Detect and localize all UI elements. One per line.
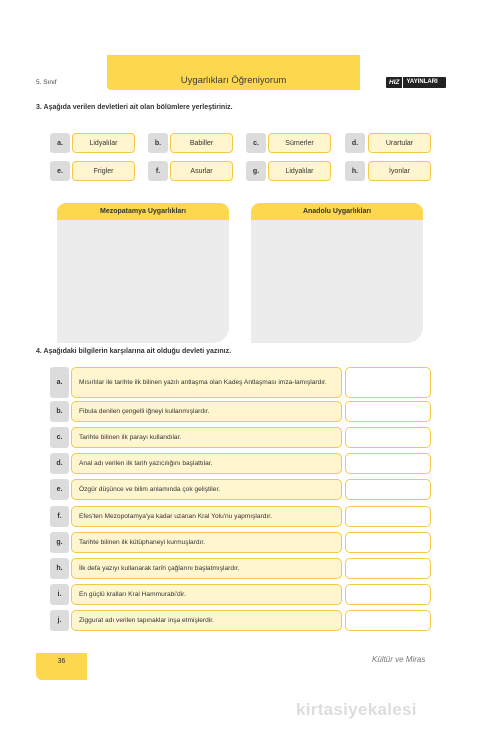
- page-title: Uygarlıkları Öğreniyorum: [180, 75, 287, 86]
- row-letter-i: i.: [50, 584, 69, 605]
- row-letter-c: c.: [50, 427, 69, 448]
- row-statement-c: Tarihte bilinen ilk parayı kullandılar.: [71, 427, 342, 448]
- row-letter-a: a.: [50, 367, 69, 398]
- section-name: Kültür ve Miras: [372, 655, 426, 664]
- option-box-f[interactable]: Asurlar: [170, 161, 233, 181]
- option-letter-g: g.: [246, 161, 266, 181]
- option-box-d[interactable]: Urartular: [368, 133, 431, 153]
- row-statement-i: En güçlü kralları Kral Hammurabi'dir.: [71, 584, 342, 605]
- row-answer-a[interactable]: [345, 367, 431, 398]
- anadolu-panel: [251, 203, 423, 343]
- row-answer-e[interactable]: [345, 479, 431, 500]
- row-letter-e: e.: [50, 479, 69, 500]
- row-letter-h: h.: [50, 558, 69, 579]
- option-letter-a: a.: [50, 133, 70, 153]
- row-answer-b[interactable]: [345, 401, 431, 422]
- option-letter-f: f.: [148, 161, 168, 181]
- question-4-heading: 4. Aşağıdaki bilgilerin karşılarına ait olduğu devleti yazınız.: [36, 348, 232, 355]
- anadolu-drop-area[interactable]: [251, 220, 423, 343]
- option-box-g[interactable]: Lidyalılar: [268, 161, 331, 181]
- row-answer-i[interactable]: [345, 584, 431, 605]
- question-3-heading: 3. Aşağıda verilen devletleri ait olan bölümlere yerleştiriniz.: [36, 104, 233, 111]
- mezopotamya-panel: [57, 203, 229, 343]
- row-answer-h[interactable]: [345, 558, 431, 579]
- watermark: kirtasiyekalesi: [296, 700, 417, 719]
- mezopotamya-panel-title: Mezopatamya Uygarlıkları: [57, 203, 229, 220]
- row-answer-c[interactable]: [345, 427, 431, 448]
- publisher-logo: [386, 77, 446, 88]
- grade-label: 5. Sınıf: [36, 79, 57, 86]
- option-letter-h: h.: [345, 161, 365, 181]
- row-statement-e: Özgür düşünce ve bilim anlamında çok geliştiler.: [71, 479, 342, 500]
- row-letter-j: j.: [50, 610, 69, 631]
- option-letter-d: d.: [345, 133, 365, 153]
- row-statement-f: Efes'ten Mezopotamya'ya kadar uzanan Kral Yolu'nu yapmışlardır.: [71, 506, 342, 527]
- option-box-h[interactable]: İyonlar: [368, 161, 431, 181]
- row-statement-h: İlk defa yazıyı kullanarak tarih çağlarını başlatmışlardır.: [71, 558, 342, 579]
- row-letter-g: g.: [50, 532, 69, 553]
- row-answer-g[interactable]: [345, 532, 431, 553]
- row-statement-d: Anal adı verilen ilk tarih yazıcılığını başlattılar.: [71, 453, 342, 474]
- row-letter-f: f.: [50, 506, 69, 527]
- row-letter-d: d.: [50, 453, 69, 474]
- row-answer-j[interactable]: [345, 610, 431, 631]
- row-letter-b: b.: [50, 401, 69, 422]
- row-statement-b: Fibula denilen çengelli iğneyi kullanmışlardır.: [71, 401, 342, 422]
- option-box-c[interactable]: Sümerler: [268, 133, 331, 153]
- row-answer-f[interactable]: [345, 506, 431, 527]
- option-box-e[interactable]: Frigler: [72, 161, 135, 181]
- page-number: 36: [36, 653, 87, 680]
- option-letter-b: b.: [148, 133, 168, 153]
- anadolu-panel-title: Anadolu Uygarlıkları: [251, 203, 423, 220]
- option-letter-c: c.: [246, 133, 266, 153]
- row-answer-d[interactable]: [345, 453, 431, 474]
- title-banner: [107, 55, 360, 90]
- logo-publisher: YAYINLARI: [406, 79, 438, 85]
- logo-brand: HIZ: [386, 77, 403, 88]
- row-statement-j: Ziggurat adı verilen tapınaklar inşa etmişlerdir.: [71, 610, 342, 631]
- option-letter-e: e.: [50, 161, 70, 181]
- option-box-a[interactable]: Lidyalılar: [72, 133, 135, 153]
- row-statement-a: Mısırlılar ile tarihte ilk bilinen yazılı antlaşma olan Kadeş Antlaşması imza-lamışlardır.: [71, 367, 342, 398]
- row-statement-g: Tarihte bilinen ilk kütüphaneyi kurmuşlardır.: [71, 532, 342, 553]
- option-box-b[interactable]: Babiller: [170, 133, 233, 153]
- mezopotamya-drop-area[interactable]: [57, 220, 229, 343]
